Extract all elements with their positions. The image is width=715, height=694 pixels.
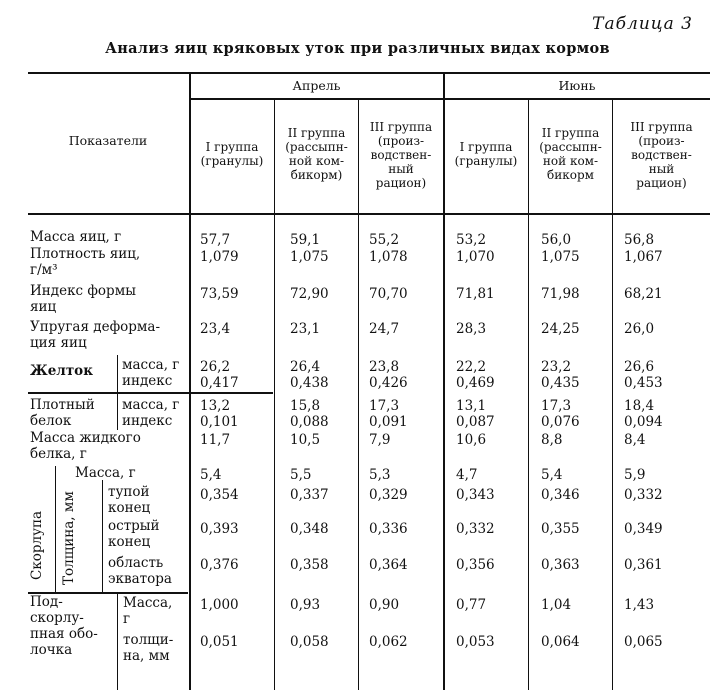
dense-white-index-value: 0,087 xyxy=(456,414,495,430)
yolk-mass-label: масса, г xyxy=(122,357,180,373)
yolk-mass-value: 26,6 xyxy=(624,359,655,375)
liquid-white-label-line: белка, г xyxy=(30,446,87,462)
group-header-4-line: I группа xyxy=(459,140,513,154)
group-header-6-line: ный xyxy=(648,162,675,176)
row-1-value: 1,078 xyxy=(369,249,408,265)
membrane-thickness-value: 0,065 xyxy=(624,634,663,650)
membrane-thickness-value: 0,053 xyxy=(456,634,495,650)
liquid-white-value: 11,7 xyxy=(200,432,231,448)
group-header-6-line: (произ- xyxy=(638,134,685,148)
row-label-line: Масса яиц, г xyxy=(30,229,122,245)
shell-equator-value: 0,361 xyxy=(624,557,663,573)
table-caption: Таблица 3 xyxy=(592,14,693,34)
month-rule xyxy=(190,98,710,100)
shell-blunt-value: 0,332 xyxy=(624,487,663,503)
body-divider-c1 xyxy=(274,215,275,690)
membrane-label-line: лочка xyxy=(30,642,73,658)
body-divider-c5 xyxy=(612,215,613,690)
membrane-thickness-value: 0,051 xyxy=(200,634,239,650)
row-0-value: 56,8 xyxy=(624,232,655,248)
row-1-value: 1,079 xyxy=(200,249,239,265)
membrane-mass-value: 1,04 xyxy=(541,597,572,613)
row-label-line: яиц xyxy=(30,299,57,315)
row-0-value: 59,1 xyxy=(290,232,321,248)
yolk-index-value: 0,438 xyxy=(290,375,329,391)
row-2-value: 72,90 xyxy=(290,286,329,302)
dense-white-mass-value: 17,3 xyxy=(541,398,572,414)
row-1-value: 1,075 xyxy=(541,249,580,265)
membrane-mass-value: 1,000 xyxy=(200,597,239,613)
liquid-white-value: 7,9 xyxy=(369,432,391,448)
row-label-line: ция яиц xyxy=(30,335,87,351)
shell-blunt-value: 0,329 xyxy=(369,487,408,503)
shell-blunt-value: 0,337 xyxy=(290,487,329,503)
group-header-6-line: рацион) xyxy=(636,176,687,190)
row-3-value: 23,4 xyxy=(200,321,231,337)
dense-white-index-label: индекс xyxy=(122,413,173,429)
thickness-divider xyxy=(102,480,103,593)
row-1-value: 1,070 xyxy=(456,249,495,265)
membrane-divider xyxy=(117,594,118,690)
membrane-thickness-label-line: толщи- xyxy=(123,632,174,648)
row-0-value: 57,7 xyxy=(200,232,231,248)
group-header-1-line: I группа xyxy=(205,140,259,154)
yolk-index-label: индекс xyxy=(122,373,173,389)
shell-sharp-value: 0,349 xyxy=(624,521,663,537)
dense-white-index-value: 0,088 xyxy=(290,414,329,430)
group-header-6-line: водствен- xyxy=(631,148,692,162)
group-header-2-line: ной ком- xyxy=(288,154,345,168)
shell-blunt-value: 0,343 xyxy=(456,487,495,503)
dense-white-mass-value: 13,2 xyxy=(200,398,231,414)
shell-sharp-value: 0,355 xyxy=(541,521,580,537)
body-divider-indicators xyxy=(189,215,191,690)
dense-white-index-value: 0,094 xyxy=(624,414,663,430)
row-0-value: 56,0 xyxy=(541,232,572,248)
row-2-value: 68,21 xyxy=(624,286,663,302)
shell-equator-label-line: область xyxy=(108,555,164,571)
yolk-mass-value: 26,4 xyxy=(290,359,321,375)
row-3-value: 26,0 xyxy=(624,321,655,337)
membrane-mass-value: 1,43 xyxy=(624,597,655,613)
june-header: Июнь xyxy=(558,78,596,93)
group-header-4-line: (гранулы) xyxy=(454,154,518,168)
shell-equator-value: 0,363 xyxy=(541,557,580,573)
group-header-3-line: водствен- xyxy=(370,148,432,162)
membrane-mass-value: 0,93 xyxy=(290,597,321,613)
liquid-white-value: 10,5 xyxy=(290,432,321,448)
dense-white-mass-value: 18,4 xyxy=(624,398,655,414)
shell-sharp-value: 0,332 xyxy=(456,521,495,537)
shell-equator-value: 0,356 xyxy=(456,557,495,573)
header-top-rule xyxy=(28,72,710,74)
shell-equator-value: 0,358 xyxy=(290,557,329,573)
group-header-3-line: рацион) xyxy=(375,176,427,190)
row-3-value: 24,7 xyxy=(369,321,400,337)
liquid-white-label-line: Масса жидкого xyxy=(30,430,141,446)
group-header-2-line: II группа xyxy=(287,126,346,140)
yolk-index-value: 0,453 xyxy=(624,375,663,391)
group-header-3-line: III группа xyxy=(369,120,433,134)
membrane-mass-value: 0,90 xyxy=(369,597,400,613)
shell-mass-value: 5,4 xyxy=(200,467,222,483)
group-header-3-line: (произ- xyxy=(377,134,425,148)
shell-mass-value: 5,4 xyxy=(541,467,563,483)
row-3-value: 28,3 xyxy=(456,321,487,337)
dense-white-index-value: 0,076 xyxy=(541,414,580,430)
liquid-white-value: 8,8 xyxy=(541,432,563,448)
row-3-value: 23,1 xyxy=(290,321,321,337)
row-2-value: 71,81 xyxy=(456,286,495,302)
shell-equator-label-line: экватора xyxy=(108,571,172,587)
liquid-white-value: 10,6 xyxy=(456,432,487,448)
yolk-mass-value: 22,2 xyxy=(456,359,487,375)
body-divider-c3 xyxy=(443,215,445,690)
membrane-label-line: пная обо- xyxy=(30,626,98,642)
row-label-line: Упругая деформа- xyxy=(30,319,161,335)
shell-sharp-value: 0,336 xyxy=(369,521,408,537)
april-header: Апрель xyxy=(292,78,341,93)
shell-blunt-label-line: тупой xyxy=(108,484,150,500)
body-divider-c4 xyxy=(528,215,529,690)
membrane-mass-value: 0,77 xyxy=(456,597,487,613)
group-header-5-line: II группа xyxy=(541,126,600,140)
row-0-value: 53,2 xyxy=(456,232,487,248)
row-label-line: Плотность яиц, xyxy=(30,246,141,262)
shell-sharp-value: 0,348 xyxy=(290,521,329,537)
shell-mass-value: 5,9 xyxy=(624,467,646,483)
row-3-value: 24,25 xyxy=(541,321,580,337)
dense-white-index-value: 0,101 xyxy=(200,414,239,430)
shell-blunt-value: 0,354 xyxy=(200,487,239,503)
membrane-thickness-value: 0,062 xyxy=(369,634,408,650)
yolk-sub-divider xyxy=(117,355,118,430)
dense-white-label-line: Плотный xyxy=(30,397,95,413)
dense-white-label-line: белок xyxy=(30,413,72,429)
shell-label: Скорлупа xyxy=(29,510,45,580)
dense-white-mass-value: 15,8 xyxy=(290,398,321,414)
shell-blunt-value: 0,346 xyxy=(541,487,580,503)
shell-mass-value: 4,7 xyxy=(456,467,478,483)
membrane-thickness-value: 0,064 xyxy=(541,634,580,650)
group-header-6-line: III группа xyxy=(630,120,693,134)
shell-mass-value: 5,5 xyxy=(290,467,312,483)
shell-sharp-label-line: конец xyxy=(108,534,151,550)
group-header-2-line: (рассыпн- xyxy=(285,140,348,154)
membrane-mass-label-line: Масса, xyxy=(123,595,173,611)
indicators-header: Показатели xyxy=(68,133,148,148)
dense-white-index-value: 0,091 xyxy=(369,414,408,430)
shell-sharp-value: 0,393 xyxy=(200,521,239,537)
shell-equator-value: 0,376 xyxy=(200,557,239,573)
shell-mass-value: 5,3 xyxy=(369,467,391,483)
row-0-value: 55,2 xyxy=(369,232,400,248)
header-bottom-rule xyxy=(28,213,710,215)
group-header-2-line: бикорм) xyxy=(290,168,343,182)
shell-mass-label: Масса, г xyxy=(75,465,136,481)
row-2-value: 71,98 xyxy=(541,286,580,302)
dense-white-mass-label: масса, г xyxy=(122,397,180,413)
membrane-thickness-label-line: на, мм xyxy=(123,648,170,664)
dense-white-mass-value: 13,1 xyxy=(456,398,487,414)
group-header-1-line: (гранулы) xyxy=(200,154,264,168)
body-divider-c2 xyxy=(358,215,359,690)
row-1-value: 1,067 xyxy=(624,249,663,265)
row-1-value: 1,075 xyxy=(290,249,329,265)
liquid-white-value: 8,4 xyxy=(624,432,646,448)
table-title: Анализ яиц кряковых уток при различных видах кормов xyxy=(105,40,610,57)
row-2-value: 70,70 xyxy=(369,286,408,302)
yolk-index-value: 0,417 xyxy=(200,375,239,391)
shell-thickness-label: Толщина, мм xyxy=(61,491,77,585)
membrane-mass-label-line: г xyxy=(123,611,131,627)
group-header-5-line: бикорм xyxy=(547,168,594,182)
shell-blunt-label-line: конец xyxy=(108,500,151,516)
yolk-index-value: 0,435 xyxy=(541,375,580,391)
membrane-thickness-value: 0,058 xyxy=(290,634,329,650)
yolk-mass-value: 26,2 xyxy=(200,359,231,375)
row-label-line: Индекс формы xyxy=(30,283,136,299)
yolk-rule xyxy=(28,392,273,394)
yolk-mass-value: 23,2 xyxy=(541,359,572,375)
shell-divider xyxy=(55,466,56,593)
yolk-index-value: 0,469 xyxy=(456,375,495,391)
dense-white-mass-value: 17,3 xyxy=(369,398,400,414)
row-2-value: 73,59 xyxy=(200,286,239,302)
yolk-mass-value: 23,8 xyxy=(369,359,400,375)
row-label-line: г/м³ xyxy=(30,262,58,278)
group-header-5-line: (рассыпн- xyxy=(539,140,602,154)
membrane-label-line: скорлу- xyxy=(30,610,84,626)
shell-sharp-label-line: острый xyxy=(108,518,160,534)
shell-equator-value: 0,364 xyxy=(369,557,408,573)
yolk-index-value: 0,426 xyxy=(369,375,408,391)
yolk-label: Желток xyxy=(30,363,93,379)
group-header-5-line: ной ком- xyxy=(542,154,599,168)
group-header-3-line: ный xyxy=(388,162,414,176)
membrane-label-line: Под- xyxy=(30,594,63,610)
